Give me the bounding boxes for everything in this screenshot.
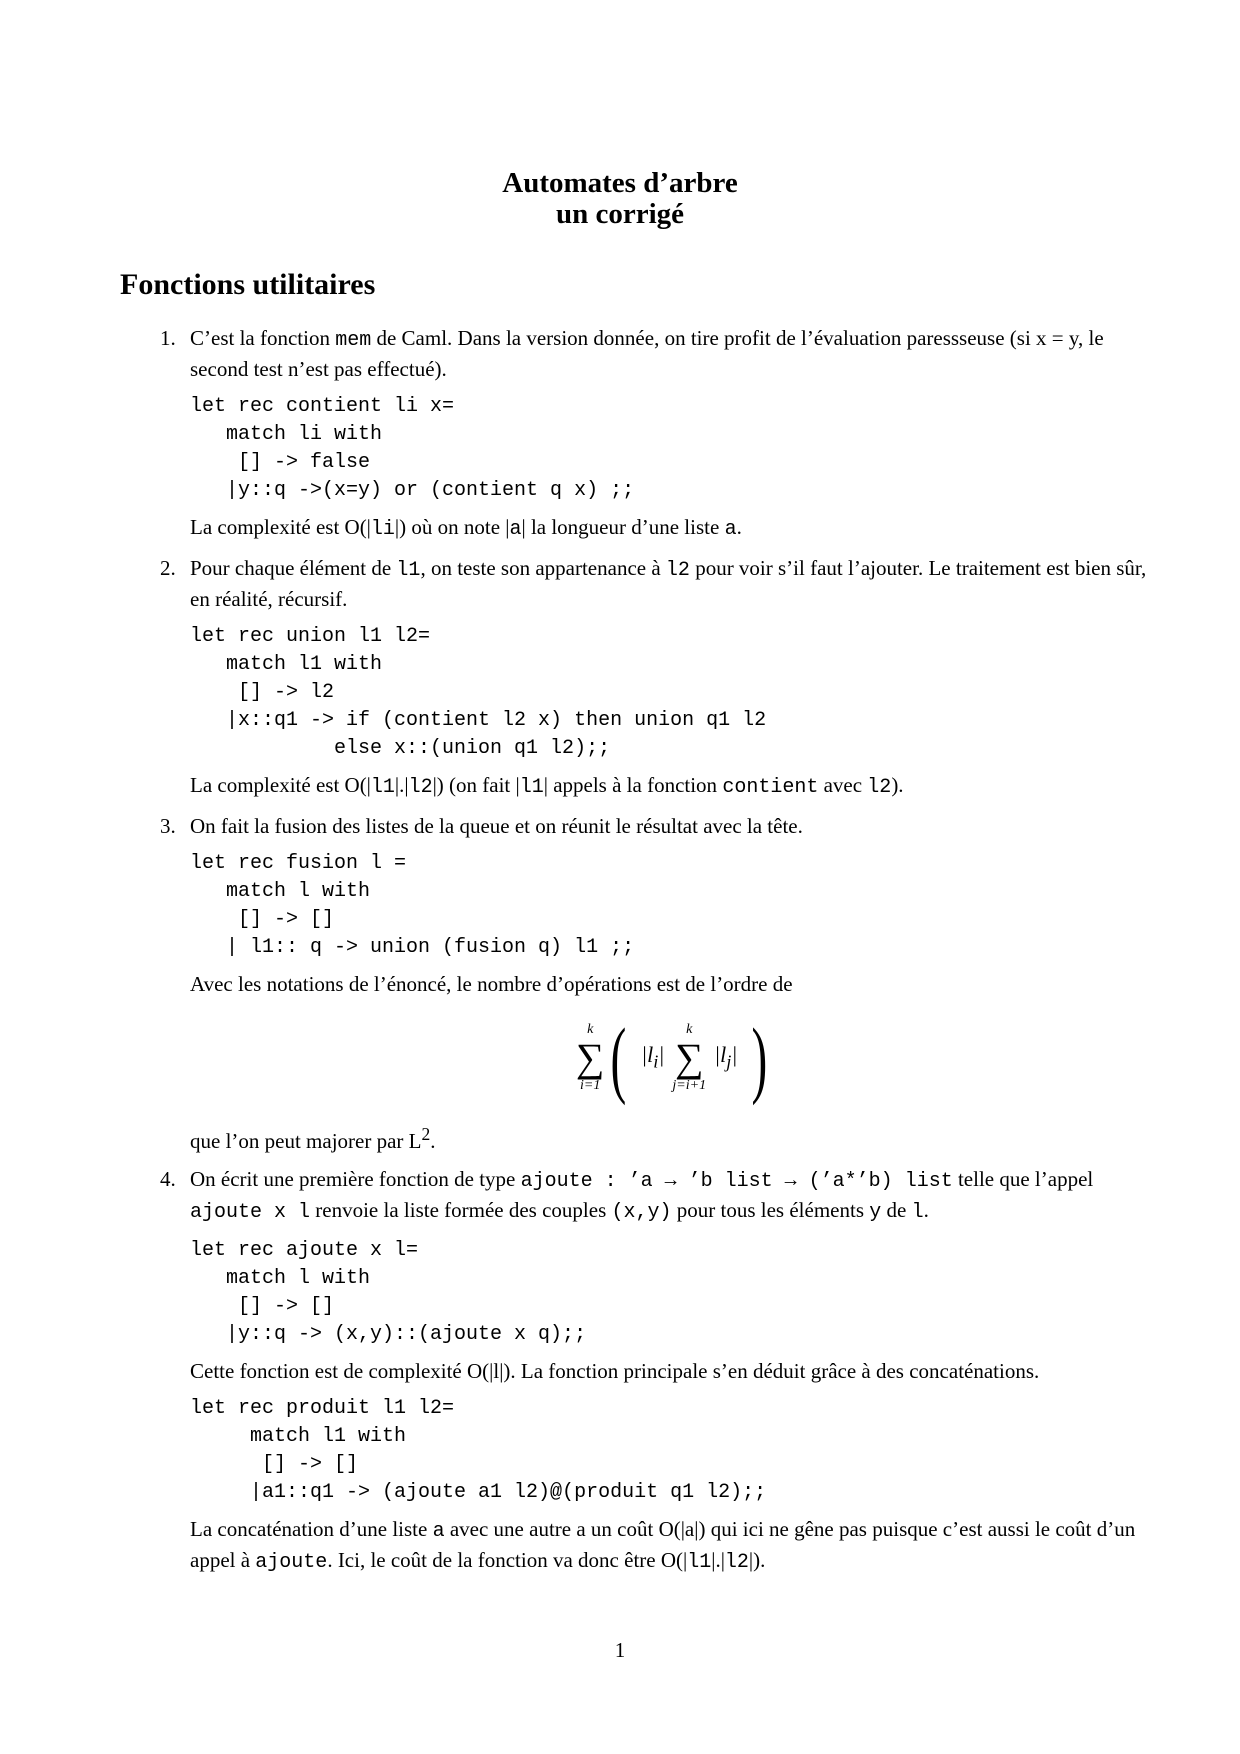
item-intro: On écrit une première fonction de type ajoute : ’a → ’b list → (’a*’b) list telle que l’appel ajoute x l renvoie la liste formée des couples (x,y) pour tous les éléments y de l.	[190, 1167, 1094, 1224]
item-intro: Pour chaque élément de l1, on teste son appartenance à l2 pour voir s’il faut l’ajouter. Le traitement est bien sûr, en réalité, récursif.	[190, 556, 1147, 611]
code-block-ajoute: let rec ajoute x l= match l with [] -> [] |y::q -> (x,y)::(ajoute x q);;	[190, 1239, 587, 1346]
left-paren: (	[610, 1010, 627, 1106]
section-heading: Fonctions utilitaires	[120, 268, 376, 301]
code-block: let rec fusion l = match l with [] -> [] | l1:: q -> union (fusion q) l1 ;;	[190, 852, 635, 959]
list-item-3	[120, 812, 1160, 1155]
item-intro: On fait la fusion des listes de la queue et on réunit le résultat avec la tête.	[190, 814, 803, 838]
code-block: let rec contient li x= match li with [] -> false |y::q ->(x=y) or (contient q x) ;;	[190, 395, 635, 502]
sum-formula	[190, 1010, 1160, 1106]
item-text: Avec les notations de l’énoncé, le nombre d’opérations est de l’ordre de	[190, 972, 793, 996]
item-number: 3.	[160, 814, 176, 838]
page-number: 1	[614, 1638, 626, 1662]
document-title	[0, 168, 1240, 230]
right-paren: )	[751, 1010, 768, 1106]
item-number: 2.	[160, 556, 176, 580]
list-item-4	[120, 1165, 1160, 1577]
item-intro: C’est la fonction mem de Caml. Dans la version donnée, on tire profit de l’évaluation paressseuse (si x = y, le second test n’est pas effectué).	[190, 326, 1104, 381]
title-line-2: un corrigé	[555, 198, 685, 230]
item-number: 1.	[160, 326, 176, 350]
outer-sum: k ∑ i=1	[575, 1022, 605, 1093]
item-text: Cette fonction est de complexité O(|l|). La fonction principale s’en déduit grâce à des concaténations.	[190, 1359, 1040, 1383]
item-number: 4.	[160, 1167, 176, 1191]
inner-sum: k ∑ j=i+1	[672, 1022, 707, 1093]
item-complexity: La concaténation d’une liste a avec une autre a un coût O(|a|) qui ici ne gêne pas puisque c’est aussi le coût d’un appel à ajoute. Ici, le coût de la fonction va donc être O(|l1|.|l2|).	[190, 1517, 1136, 1574]
item-conclusion: que l’on peut majorer par $L^2$.	[190, 1124, 436, 1153]
list-item-1	[120, 324, 1160, 544]
content	[120, 324, 1160, 1577]
title-line-1: Automates d’arbre	[502, 167, 738, 199]
term-li: $|l_i|$	[641, 1041, 665, 1072]
code-block-produit: let rec produit l1 l2= match l1 with [] -> [] |a1::q1 -> (ajoute a1 l2)@(produit q1 l2);;	[190, 1397, 767, 1504]
term-lj: $|l_j|$	[714, 1041, 738, 1072]
item-complexity: La complexité est O(|l1|.|l2|) (on fait |l1| appels à la fonction contient avec l2).	[190, 773, 904, 799]
code-block: let rec union l1 l2= match l1 with [] -> l2 |x::q1 -> if (contient l2 x) then union q1 l2 else x::(union q1 l2);;	[190, 625, 767, 760]
list-item-2	[120, 554, 1160, 802]
item-complexity: La complexité est O(|li|) où on note |a| la longueur d’une liste a.	[190, 515, 742, 541]
